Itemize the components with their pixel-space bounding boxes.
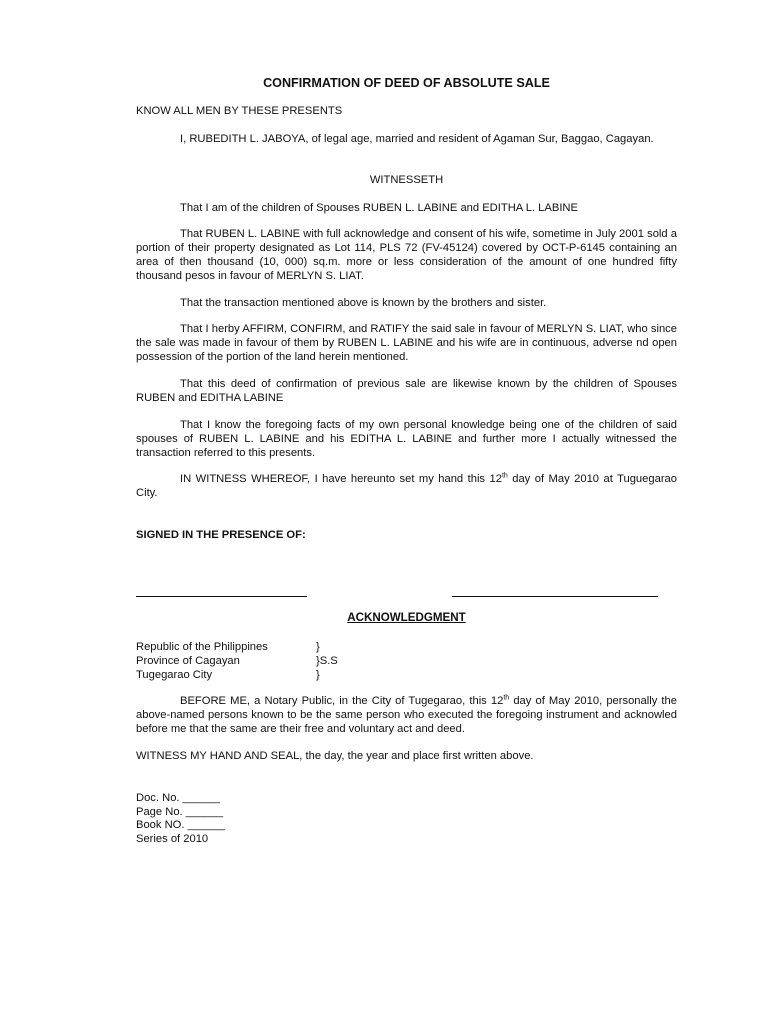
venue-row: [136, 668, 396, 682]
paragraph-children: That I am of the children of Spouses RUBEN L. LABINE and EDITHA L. LABINE: [180, 202, 578, 214]
notary-fields: [136, 791, 336, 845]
deed-page: [136, 0, 677, 1024]
witness-hand-seal: WITNESS MY HAND AND SEAL, the day, the year and place first written above.: [136, 750, 534, 762]
signature-line-left: [136, 596, 307, 597]
venue-mark: }: [316, 641, 320, 653]
series-field: Series of 2010: [136, 832, 209, 845]
signature-line-right: [452, 596, 658, 597]
page-number-field: Page No. ______: [136, 805, 224, 818]
paragraph-sale: That RUBEN L. LABINE with full acknowledge and consent of his wife, sometime in July 2001 sold a portion of their property designated as Lot 114, PLS 72 (FV-45124) covered by OCT-P-6145 containing an area of then thousand (10, 000) sq.m. more or less consideration of the amount of one hundred fifty thousand pesos in favour of MERLYN S. LIAT.: [136, 228, 677, 282]
venue-mark: }: [316, 669, 320, 681]
venue-row: [136, 640, 396, 654]
venue-label: Tugegarao City: [136, 669, 213, 681]
acknowledgment-heading: ACKNOWLEDGMENT: [347, 611, 466, 624]
paragraph-knowledge: That I know the foregoing facts of my own personal knowledge being one of the children of said spouses of RUBEN L. LABINE and his EDITHA L. LABINE and further more I actually witnessed the transaction referred to this presents.: [136, 419, 677, 459]
venue-label: Province of Cagayan: [136, 655, 240, 667]
paragraph-affirm: That I herby AFFIRM, CONFIRM, and RATIFY the said sale in favour of MERLYN S. LIAT, who since the sale was made in favour of them by RUBEN L. LABINE and his wife are in continuous, adverse nd open possession of the portion of the land herein mentioned.: [136, 323, 677, 363]
doc-number-field: Doc. No. ______: [136, 792, 220, 804]
paragraph-confirmation: That this deed of confirmation of previous sale are likewise known by the children of Spouses RUBEN and EDITHA LABINE: [136, 378, 677, 404]
signed-presence-label: SIGNED IN THE PRESENCE OF:: [136, 529, 306, 541]
witnesseth-heading: WITNESSETH: [369, 174, 444, 186]
paragraph-known: That the transaction mentioned above is known by the brothers and sister.: [180, 297, 547, 309]
affiant-paragraph: I, RUBEDITH L. JABOYA, of legal age, married and resident of Agaman Sur, Baggao, Cagayan.: [180, 133, 654, 145]
intro-line: KNOW ALL MEN BY THESE PRESENTS: [136, 105, 343, 117]
paragraph-witness-whereof: IN WITNESS WHEREOF, I have hereunto set my hand this 12th day of May 2010 at Tuguegarao City.: [136, 472, 677, 499]
venue-block: [136, 640, 396, 682]
venue-mark: }S.S: [316, 655, 338, 667]
notary-paragraph: BEFORE ME, a Notary Public, in the City of Tugegarao, this 12th day of May 2010, personally the above-named persons known to be the same person who executed the foregoing instrument and acknowled before me that the same are their free and voluntary act and deed.: [136, 694, 677, 735]
book-number-field: Book NO. ______: [136, 819, 225, 831]
venue-label: Republic of the Philippines: [136, 641, 268, 653]
document-title: CONFIRMATION OF DEED OF ABSOLUTE SALE: [263, 76, 550, 90]
venue-row: [136, 654, 396, 668]
